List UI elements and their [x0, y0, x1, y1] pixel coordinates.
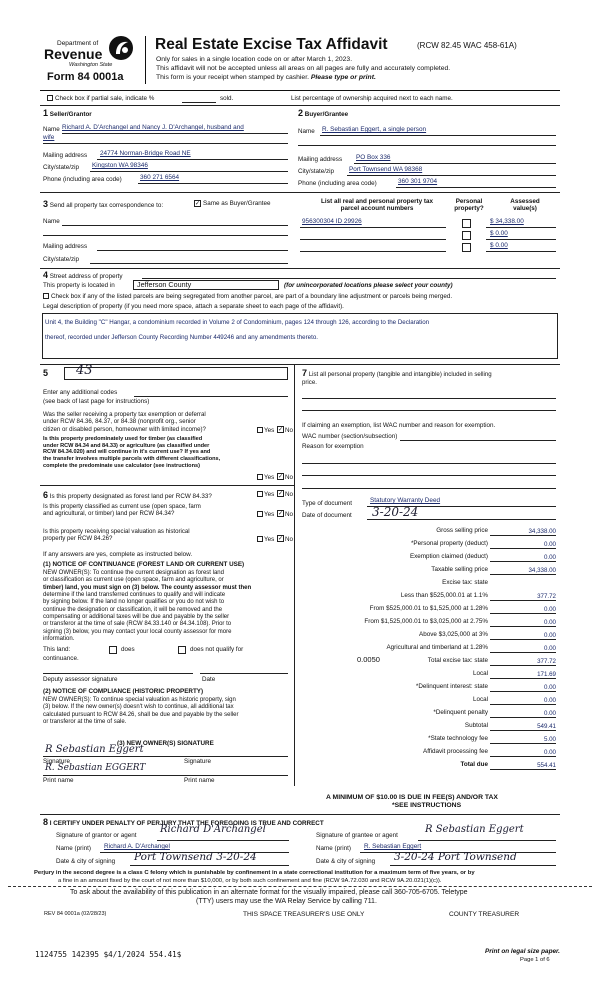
seller-heading: 1 Seller/Grantor	[43, 108, 92, 118]
owner-sig-label-2: Signature	[184, 758, 211, 765]
grantee-name-label: Name (print)	[316, 845, 351, 852]
column-divider	[294, 364, 295, 786]
forest-yes-label: Yes	[264, 491, 275, 498]
tax-row-value[interactable]: 377.72	[537, 592, 556, 600]
tax-row-value[interactable]: 5.00	[543, 735, 556, 743]
dept-label: Department of	[57, 40, 99, 47]
tax-row-label: Affidavit processing fee	[423, 748, 488, 755]
deputy-date-label: Date	[202, 676, 216, 683]
buyer-mail-label: Mailing address	[298, 156, 343, 163]
seller-phone-label: Phone (including area code)	[43, 176, 122, 183]
parcel-acct-3[interactable]	[300, 251, 446, 252]
forest-no-label: No	[285, 491, 294, 498]
sec6-q1: 6 Is this property designated as forest land per RCW 84.33?	[43, 490, 212, 500]
minimum-notice: A MINIMUM OF $10.00 IS DUE IN FEE(S) AND/OR TAX	[326, 794, 498, 801]
q1-yes-label: Yes	[264, 427, 275, 434]
notice2-body: NEW OWNER(S): To continue special valuation as historic property, sign (3) below. If the new owner(s) doesn't wish to continue, all additional tax calculated pursuant to RCW 84.26, shall be due and payable by the seller or transferor at the time of sale.	[43, 697, 239, 725]
tax-row-value[interactable]: 377.72	[537, 657, 556, 665]
pct-label: List percentage of ownership acquired next to each name.	[291, 95, 453, 102]
tax-row-label: Local	[472, 696, 488, 703]
sec3-name-label: Name	[43, 218, 60, 225]
doc-type-label: Type of document	[302, 500, 353, 507]
buyer-heading: 2 Buyer/Grantee	[298, 108, 349, 118]
alt-format-line-2: (TTY) users may use the WA Relay Service by calling 711.	[196, 898, 377, 905]
assessed-header: Assessed value(s)	[510, 198, 540, 213]
tax-row-line	[490, 665, 556, 666]
sec4-label: 4 Street address of property	[43, 270, 123, 280]
legal-line-2: thereof, recorded under Jefferson County Recording Number 449246 and any amendments thereto.	[45, 334, 318, 341]
sec5-number: 5	[43, 368, 49, 378]
tax-row-line	[490, 574, 556, 575]
certify-statement: 8 I CERTIFY UNDER PENALTY OF PERJURY THAT THE FOREGOING IS TRUE AND CORRECT	[43, 817, 324, 827]
current-use-yes-checkbox[interactable]	[257, 511, 263, 517]
grantor-signature[interactable]: Richard D'Archangel	[160, 824, 266, 835]
q2-yes-checkbox[interactable]	[257, 474, 263, 480]
unincorp-note: (for unincorporated locations please select your county)	[284, 282, 453, 289]
legal-label: Legal description of property (if you need more space, attach a separate sheet to each page of the affidavit).	[43, 303, 344, 310]
current-use-no-label: No	[285, 511, 294, 518]
add-codes-label: Enter any additional codes	[43, 389, 118, 396]
new-owner-signature[interactable]: R Sebastian Eggert	[45, 744, 144, 755]
tax-row-value[interactable]: 0.00	[543, 631, 556, 639]
header-rule	[40, 90, 560, 91]
personal-checkbox-2[interactable]	[462, 231, 471, 240]
tax-row-label: Less than $525,000.01 at 1.1%	[400, 592, 488, 599]
q1-yes-checkbox[interactable]	[257, 427, 263, 433]
does-label: does	[121, 646, 135, 653]
tax-row-value[interactable]: 171.69	[537, 670, 556, 678]
perjury-line-2: a fine in an amount fixed by the court of not more than $10,000, or by both such confinement and fine (RCW 9A.72.030 and RCW 9A.20.021(1)(c)).	[58, 878, 442, 884]
q1-no-label: No	[285, 427, 294, 434]
county-value: Jefferson County	[137, 280, 192, 289]
header-divider	[145, 36, 146, 84]
tax-row-line	[490, 600, 556, 601]
same-as-buyer-checkbox[interactable]: ✓	[195, 201, 201, 207]
personal-checkbox-3[interactable]	[462, 243, 471, 252]
state-label: Washington State	[69, 62, 113, 68]
tax-row-line	[490, 652, 556, 653]
historic-yes-checkbox[interactable]	[257, 536, 263, 542]
seller-city-label: City/state/zip	[43, 164, 80, 171]
tax-row-value[interactable]: 549.41	[537, 722, 556, 730]
seller-phone[interactable]: 360 271 6564	[140, 174, 180, 181]
parcel-header: List all real and personal property tax parcel account numbers	[321, 198, 433, 213]
grantor-name[interactable]: Richard A. D'Archangel	[104, 843, 170, 850]
tax-row-label: *Delinquent penalty	[433, 709, 488, 716]
tax-row-value[interactable]: 554.41	[537, 761, 556, 769]
doc-date[interactable]: 3-20-24	[372, 505, 419, 519]
seller-city[interactable]: Kingston WA 98346	[92, 162, 148, 169]
sec6-q2: Is this property classified as current use (open space, farm and agricultural, or timber) land per RCW 84.34?	[43, 503, 201, 518]
revenue-logo-text: Revenue	[44, 46, 103, 62]
county-treasurer: COUNTY TREASURER	[449, 911, 520, 918]
tax-row-line	[490, 613, 556, 614]
tax-row-line	[490, 535, 556, 536]
tax-row-value[interactable]: 0.00	[543, 748, 556, 756]
tax-row-line	[490, 561, 556, 562]
q2-no-checkbox[interactable]: ✓	[278, 474, 284, 480]
tax-row-line	[490, 717, 556, 718]
tax-row-value[interactable]: 0.00	[543, 618, 556, 626]
forest-no-checkbox[interactable]: ✓	[278, 491, 284, 497]
partial-sale-checkbox[interactable]	[47, 95, 53, 101]
tax-row-value[interactable]: 0.00	[543, 683, 556, 691]
sec5-q1: Was the seller receiving a property tax exemption or deferral under RCW 84.36, 84.37, or 84.38 (nonprofit org., senior citizen or disabled person, homeowner with limited income)?	[43, 411, 206, 433]
segregated-label: Check box if any of the listed parcels are being segregated from another parcel, are part of a boundary line adjustment or parcels being merged.	[51, 293, 453, 300]
doc-date-label: Date of document	[302, 512, 352, 519]
alt-format-line-1: To ask about the availability of this publication in an alternate format for the visually impaired, please call 360-705-6705. Teletype	[70, 889, 468, 896]
notice1-head: (1) NOTICE OF CONTINUANCE (FOREST LAND OR CURRENT USE)	[43, 561, 245, 568]
local-rate: 0.0050	[357, 655, 380, 664]
buyer-name-label: Name	[298, 128, 315, 135]
sec7-label: 7 List all personal property (tangible and intangible) included in selling price.	[302, 368, 492, 386]
page-number: Page 1 of 6	[520, 957, 550, 963]
current-use-yes-label: Yes	[264, 511, 275, 518]
header-line-3: This form is your receipt when stamped by cashier. Please type or print.	[156, 74, 376, 81]
tax-row-label: Local	[472, 670, 488, 677]
parcel-value-3[interactable]: $ 0.00	[490, 242, 508, 249]
q2-no-label: No	[285, 474, 294, 481]
grantee-signature[interactable]: R Sebastian Eggert	[425, 824, 524, 835]
buyer-city-label: City/state/zip	[298, 168, 335, 175]
county-select[interactable]	[133, 280, 279, 290]
grantor-date[interactable]: Port Townsend 3-20-24	[134, 851, 257, 863]
grantee-sig-label: Signature of grantee or agent	[316, 832, 398, 839]
segregated-checkbox[interactable]	[43, 293, 49, 299]
notice1-body: NEW OWNER(S): To continue the current designation as forest land or classification as current use (open space, farm and agriculture, or timber) land, you must sign on (3) below. The county assessor must then determine if the land transferred continues to qualify and will indicate by signing below. If the land no longer qualifies or you do not wish to continue the designation or classification, it will be removed and the compensating or additional taxes will be due and payable by the seller or transferor at the time of sale (RCW 84.33.140 or 84.34.108). Prior to signing (3) below, you may contact your local county assessor for more information.	[43, 570, 252, 642]
reason-label: Reason for exemption	[302, 443, 364, 450]
same-as-buyer-label: Same as Buyer/Grantee	[203, 200, 271, 207]
treasurer-use: THIS SPACE TREASURER'S USE ONLY	[243, 911, 365, 918]
tax-row-label: *Personal property (deduct)	[410, 540, 488, 547]
buyer-mail[interactable]: PO Box 336	[356, 154, 391, 161]
owner-print-label-2: Print name	[184, 777, 215, 784]
forest-yes-checkbox[interactable]	[257, 491, 263, 497]
tax-row-line	[490, 756, 556, 757]
seller-name-label: Name	[43, 126, 60, 133]
location-code: 43	[76, 363, 93, 378]
buyer-city[interactable]: Port Townsend WA 98368	[349, 166, 423, 173]
tax-row-line	[490, 704, 556, 705]
see-instructions: *SEE INSTRUCTIONS	[392, 802, 462, 809]
tax-row-label: Exemption claimed (deduct)	[409, 553, 488, 560]
tax-row-value[interactable]: 34,338.00	[528, 566, 556, 574]
tax-row-value[interactable]: 0.00	[543, 553, 556, 561]
tax-row-value[interactable]: 0.00	[543, 605, 556, 613]
personal-header: Personal property?	[454, 198, 484, 213]
rev-code: REV 84 0001a (02/28/23)	[44, 911, 107, 917]
perjury-line-1: Perjury in the second degree is a class C felony which is punishable by confinement in a state correctional institution for a maximum term of five years, or by	[34, 870, 475, 876]
seller-name[interactable]: Richard A. D'Archangel and Nancy J. D'Archangel, husband and	[62, 124, 244, 131]
doc-type[interactable]: Statutory Warranty Deed	[370, 497, 441, 504]
see-back-label: (see back of last page for instructions)	[43, 398, 150, 405]
q1-no-checkbox[interactable]: ✓	[278, 427, 284, 433]
grantee-date[interactable]: 3-20-24 Port Townsend	[394, 851, 517, 863]
sec3-city-label: City/state/zip	[43, 256, 80, 263]
seller-name-2[interactable]: wife	[43, 134, 55, 141]
partial-label: Check box if partial sale, indicate %	[55, 95, 155, 102]
location-code-box[interactable]	[64, 367, 288, 380]
header-line-1: Only for sales in a single location code on or after March 1, 2023.	[156, 56, 353, 63]
sec6-q3: Is this property receiving special valuation as historical property per RCW 84.26?	[43, 528, 190, 543]
legal-line-1: Unit 4, the Building "C" Hangar, a condominium recorded in Volume 2 of Condominium, pages 124 through 126, according to the Declaration	[45, 319, 430, 326]
if-yes-note: If any answers are yes, complete as instructed below.	[43, 551, 193, 558]
tax-row-line	[490, 626, 556, 627]
header-line-2: This affidavit will not be accepted unless all areas on all pages are fully and accurately completed.	[156, 65, 451, 72]
tax-row-line	[490, 769, 556, 770]
tax-row-label: From $1,525,000.01 to $3,025,000 at 2.75%	[364, 618, 488, 625]
tax-row-line	[490, 639, 556, 640]
grantee-name[interactable]: R. Sebastian Eggert	[364, 843, 422, 850]
deputy-label: Deputy assessor signature	[43, 676, 118, 683]
tax-row-line	[490, 691, 556, 692]
current-use-no-checkbox[interactable]: ✓	[278, 511, 284, 517]
tax-row-label: Total excise tax: state	[427, 657, 488, 664]
tax-row-value[interactable]: 34,338.00	[528, 527, 556, 535]
grantor-sig-label: Signature of grantor or agent	[56, 832, 137, 839]
seller-mail[interactable]: 24774 Norman-Bridge Road NE	[100, 150, 191, 157]
q2-yes-label: Yes	[264, 474, 275, 481]
parcel-acct-1[interactable]: 956300304 ID 29926	[302, 218, 362, 225]
owner-print-label-1: Print name	[43, 777, 74, 784]
notice2-head: (2) NOTICE OF COMPLIANCE (HISTORIC PROPERTY)	[43, 688, 204, 695]
tax-row-label: *Delinquent interest: state	[415, 683, 488, 690]
sec3-label: 3 Send all property tax correspondence to:	[43, 199, 164, 209]
grantor-date-label: Date & city of signing	[56, 858, 116, 865]
buyer-name[interactable]: R. Sebastian Eggert, a single person	[322, 126, 427, 133]
tax-row-label: Taxable selling price	[431, 566, 488, 573]
rcw-ref: (RCW 82.45 WAC 458-61A)	[417, 41, 517, 50]
parcel-acct-2[interactable]	[300, 239, 446, 240]
does-not-checkbox[interactable]	[178, 646, 186, 654]
tax-row-line	[490, 678, 556, 679]
page-title: Real Estate Excise Tax Affidavit	[155, 36, 388, 53]
sec3-mail-label: Mailing address	[43, 243, 88, 250]
tax-row-label: Excise tax: state	[442, 579, 488, 586]
tax-row-value[interactable]: 0.00	[543, 696, 556, 704]
tax-row-label: Agricultural and timberland at 1.28%	[386, 644, 488, 651]
new-owner-print[interactable]: R. Sebastian EGGERT	[45, 763, 146, 773]
parcel-value-2[interactable]: $ 0.00	[490, 230, 508, 237]
this-land-label: This land:	[43, 646, 71, 653]
tax-row-value[interactable]: 0.00	[543, 644, 556, 652]
historic-no-label: No	[285, 536, 294, 543]
continuance-label: continuance.	[43, 655, 79, 662]
sec5-q2: Is this property predominately used for timber (as classified under RCW 84.34 and 84.33) or agriculture (as classified under RCW 84.34.020) and will continue in it's current use? If yes and the transfer involves multiple parcels with different classifications, complete the predominate use calculator (see instructions)	[43, 436, 221, 469]
partial-sold: sold.	[220, 95, 234, 102]
tax-row-label: *State technology fee	[428, 735, 488, 742]
tax-row-label: Subtotal	[464, 722, 488, 729]
seller-mail-label: Mailing address	[43, 152, 88, 159]
tax-row-label: Above $3,025,000 at 3%	[419, 631, 488, 638]
buyer-phone[interactable]: 360 301 9704	[398, 178, 438, 185]
tax-row-line	[490, 730, 556, 731]
personal-checkbox-1[interactable]	[462, 219, 471, 228]
revenue-logo-icon	[108, 35, 134, 61]
notice3-head: (3) NEW OWNER(S) SIGNATURE	[117, 740, 214, 747]
historic-no-checkbox[interactable]: ✓	[278, 536, 284, 542]
tax-row-line	[490, 743, 556, 744]
tax-row-label: Gross selling price	[436, 527, 488, 534]
receipt-stamp: 1124755 142395 $4/1/2024 554.41$	[35, 950, 182, 959]
does-not-label: does not qualify for	[190, 646, 244, 653]
tax-row-label: From $525,000.01 to $1,525,000 at 1.28%	[369, 605, 488, 612]
tax-row-line	[490, 548, 556, 549]
located-label: This property is located in	[43, 282, 115, 289]
legal-size-note: Print on legal size paper.	[485, 948, 560, 955]
tax-row-value[interactable]: 0.00	[543, 709, 556, 717]
owner-sig-label-1: Signature	[43, 758, 70, 765]
tax-row-label: Total due	[460, 761, 488, 768]
does-checkbox[interactable]	[109, 646, 117, 654]
parcel-value-1[interactable]: $ 34,338.00	[490, 218, 524, 225]
exempt-label: If claiming an exemption, list WAC number and reason for exemption.	[302, 422, 496, 429]
grantor-name-label: Name (print)	[56, 845, 91, 852]
grantee-date-label: Date & city of signing	[316, 858, 376, 865]
tax-row-value[interactable]: 0.00	[543, 540, 556, 548]
form-number: Form 84 0001a	[47, 71, 124, 83]
historic-yes-label: Yes	[264, 536, 275, 543]
buyer-phone-label: Phone (including area code)	[298, 180, 377, 187]
wac-label: WAC number (section/subsection)	[302, 433, 398, 440]
